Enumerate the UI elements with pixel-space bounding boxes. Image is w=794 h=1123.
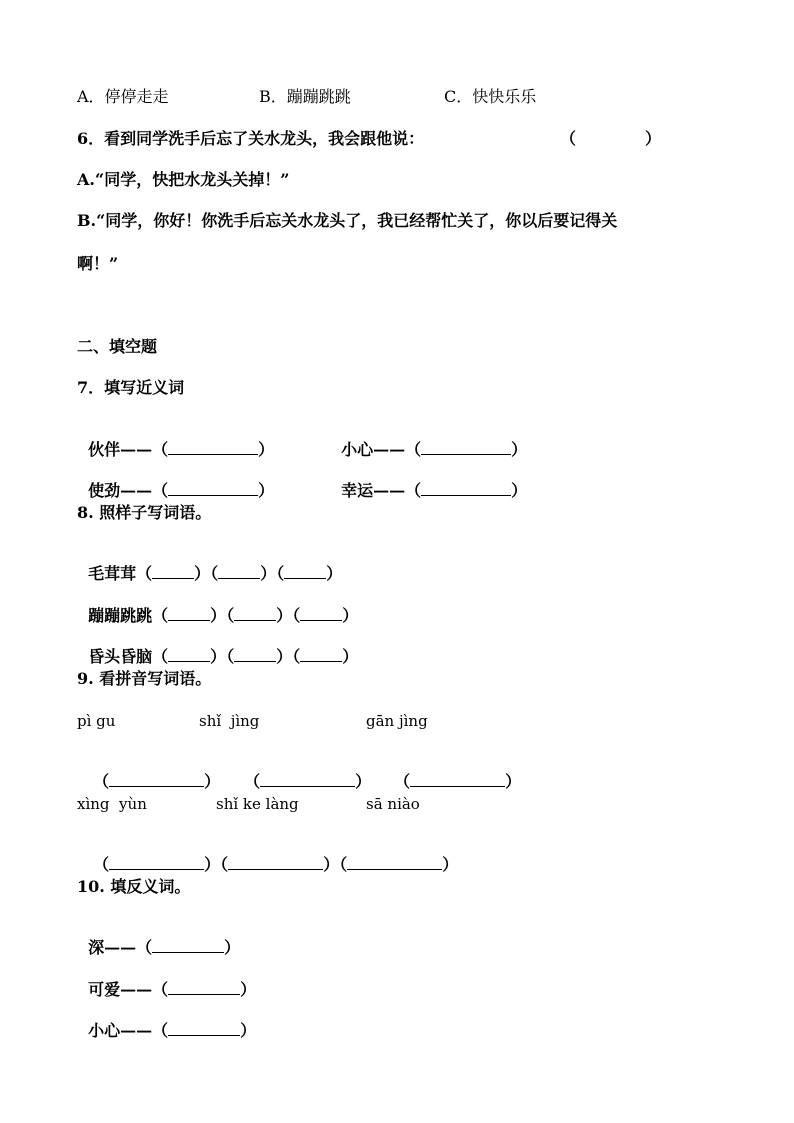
q10-title: 10. 填反义词。 xyxy=(77,877,191,896)
answer-blank[interactable] xyxy=(168,606,210,621)
q9-title: 9. 看拼音写词语。 xyxy=(77,669,212,688)
q6-option-b-line2: 啊！” xyxy=(77,254,119,273)
q6-stem: 6．看到同学洗手后忘了关水龙头，我会跟他说： xyxy=(77,129,425,148)
answer-blank[interactable] xyxy=(300,647,342,662)
pinyin: xìng yùn xyxy=(77,795,147,813)
q9-answer xyxy=(233,752,371,792)
paren-right: ） xyxy=(505,772,522,791)
paren-left: （ xyxy=(152,440,169,459)
paren-right: ） xyxy=(511,440,528,459)
q7-item xyxy=(77,461,274,501)
q5-option-b: B．蹦蹦跳跳 xyxy=(259,87,351,106)
paren-left: （ xyxy=(292,606,301,625)
section-heading: 二、填空题 xyxy=(77,337,158,356)
paren-right: ） xyxy=(342,647,359,666)
paren-left: （ xyxy=(93,855,110,874)
pinyin: pì gu xyxy=(77,712,116,730)
q10-word: 小心—— xyxy=(88,1021,153,1040)
q6-option-a: A.“同学，快把水龙头关掉！” xyxy=(77,170,290,189)
paren-left: （ xyxy=(292,647,301,666)
answer-blank[interactable] xyxy=(410,772,505,787)
paren-right: ） xyxy=(258,440,275,459)
paren-left: （ xyxy=(220,855,229,874)
answer-blank[interactable] xyxy=(300,606,342,621)
q9-answer xyxy=(383,752,521,792)
paren-right: ） xyxy=(224,938,241,957)
paren-right: ） xyxy=(355,772,372,791)
q5-option-a: A．停停走走 xyxy=(77,87,169,106)
pinyin: shǐ jìng xyxy=(199,712,260,730)
paren-right: ） xyxy=(258,481,275,500)
answer-blank[interactable] xyxy=(218,564,260,579)
paren-right: ） xyxy=(511,481,528,500)
answer-blank[interactable] xyxy=(168,980,240,995)
answer-blank[interactable] xyxy=(228,855,323,870)
q10-word: 深—— xyxy=(88,938,137,957)
paren-right: ） xyxy=(240,1021,257,1040)
q9-answer-row xyxy=(82,835,458,875)
q10-item xyxy=(77,918,240,958)
answer-blank[interactable] xyxy=(109,772,204,787)
q10-item xyxy=(77,960,256,1000)
q9-answer xyxy=(82,752,220,792)
paren-right: ） xyxy=(240,980,257,999)
q8-example: 昏头昏脑 xyxy=(88,647,153,666)
q7-item xyxy=(330,420,527,460)
answer-blank[interactable] xyxy=(152,564,194,579)
paren-right: ） xyxy=(276,606,293,625)
paren-right: ） xyxy=(260,564,277,583)
paren-right: ） xyxy=(342,606,359,625)
q7-title: 7．填写近义词 xyxy=(77,378,185,397)
q7-item xyxy=(77,420,274,460)
answer-blank[interactable] xyxy=(109,855,204,870)
answer-blank[interactable] xyxy=(234,606,276,621)
paren-right: ） xyxy=(276,647,293,666)
answer-blank[interactable] xyxy=(347,855,442,870)
paren-right: ） xyxy=(323,855,340,874)
answer-blank[interactable] xyxy=(421,440,511,455)
q6-option-b-line1: B.“同学，你好！你洗手后忘关水龙头了，我已经帮忙关了，你以后要记得关 xyxy=(77,211,618,230)
q7-word: 使劲—— xyxy=(88,481,153,500)
answer-blank[interactable] xyxy=(168,481,258,496)
paren-left: （ xyxy=(339,855,348,874)
answer-blank[interactable] xyxy=(168,440,258,455)
q6-answer-paren-left: （ xyxy=(560,129,577,148)
answer-blank[interactable] xyxy=(168,1021,240,1036)
paren-left: （ xyxy=(136,564,153,583)
paren-right: ） xyxy=(194,564,211,583)
paren-left: （ xyxy=(152,647,169,666)
q8-row xyxy=(77,586,358,626)
q7-item xyxy=(330,461,527,501)
pinyin: gān jìng xyxy=(366,712,428,730)
answer-blank[interactable] xyxy=(152,938,224,953)
paren-right: ） xyxy=(210,606,227,625)
paren-left: （ xyxy=(136,938,153,957)
answer-blank[interactable] xyxy=(168,647,210,662)
paren-left: （ xyxy=(152,606,169,625)
q8-title: 8. 照样子写词语。 xyxy=(77,503,212,522)
paren-left: （ xyxy=(226,647,235,666)
paren-left: （ xyxy=(226,606,235,625)
answer-blank[interactable] xyxy=(284,564,326,579)
q7-word: 幸运—— xyxy=(341,481,406,500)
pinyin: shǐ ke làng xyxy=(216,795,299,813)
q8-row xyxy=(77,544,342,584)
q10-word: 可爱—— xyxy=(88,980,153,999)
paren-left: （ xyxy=(210,564,219,583)
pinyin: sā niào xyxy=(366,795,420,813)
paren-left: （ xyxy=(394,772,411,791)
q8-example: 蹦蹦跳跳 xyxy=(88,606,153,625)
q7-word: 伙伴—— xyxy=(88,440,153,459)
paren-left: （ xyxy=(93,772,110,791)
q7-word: 小心—— xyxy=(341,440,406,459)
q6-answer-paren-right: ） xyxy=(645,129,662,148)
q5-option-c: C．快快乐乐 xyxy=(444,87,537,106)
paren-right: ） xyxy=(204,855,221,874)
paren-right: ） xyxy=(326,564,343,583)
q8-example: 毛茸茸 xyxy=(88,564,137,583)
paren-left: （ xyxy=(152,1021,169,1040)
paren-left: （ xyxy=(276,564,285,583)
q10-item xyxy=(77,1001,256,1041)
paren-right: ） xyxy=(204,772,221,791)
answer-blank[interactable] xyxy=(234,647,276,662)
paren-right: ） xyxy=(442,855,459,874)
paren-left: （ xyxy=(405,440,422,459)
paren-left: （ xyxy=(152,980,169,999)
paren-left: （ xyxy=(405,481,422,500)
paren-left: （ xyxy=(244,772,261,791)
paren-left: （ xyxy=(152,481,169,500)
paren-right: ） xyxy=(210,647,227,666)
q8-row xyxy=(77,627,358,667)
answer-blank[interactable] xyxy=(260,772,355,787)
answer-blank[interactable] xyxy=(421,481,511,496)
